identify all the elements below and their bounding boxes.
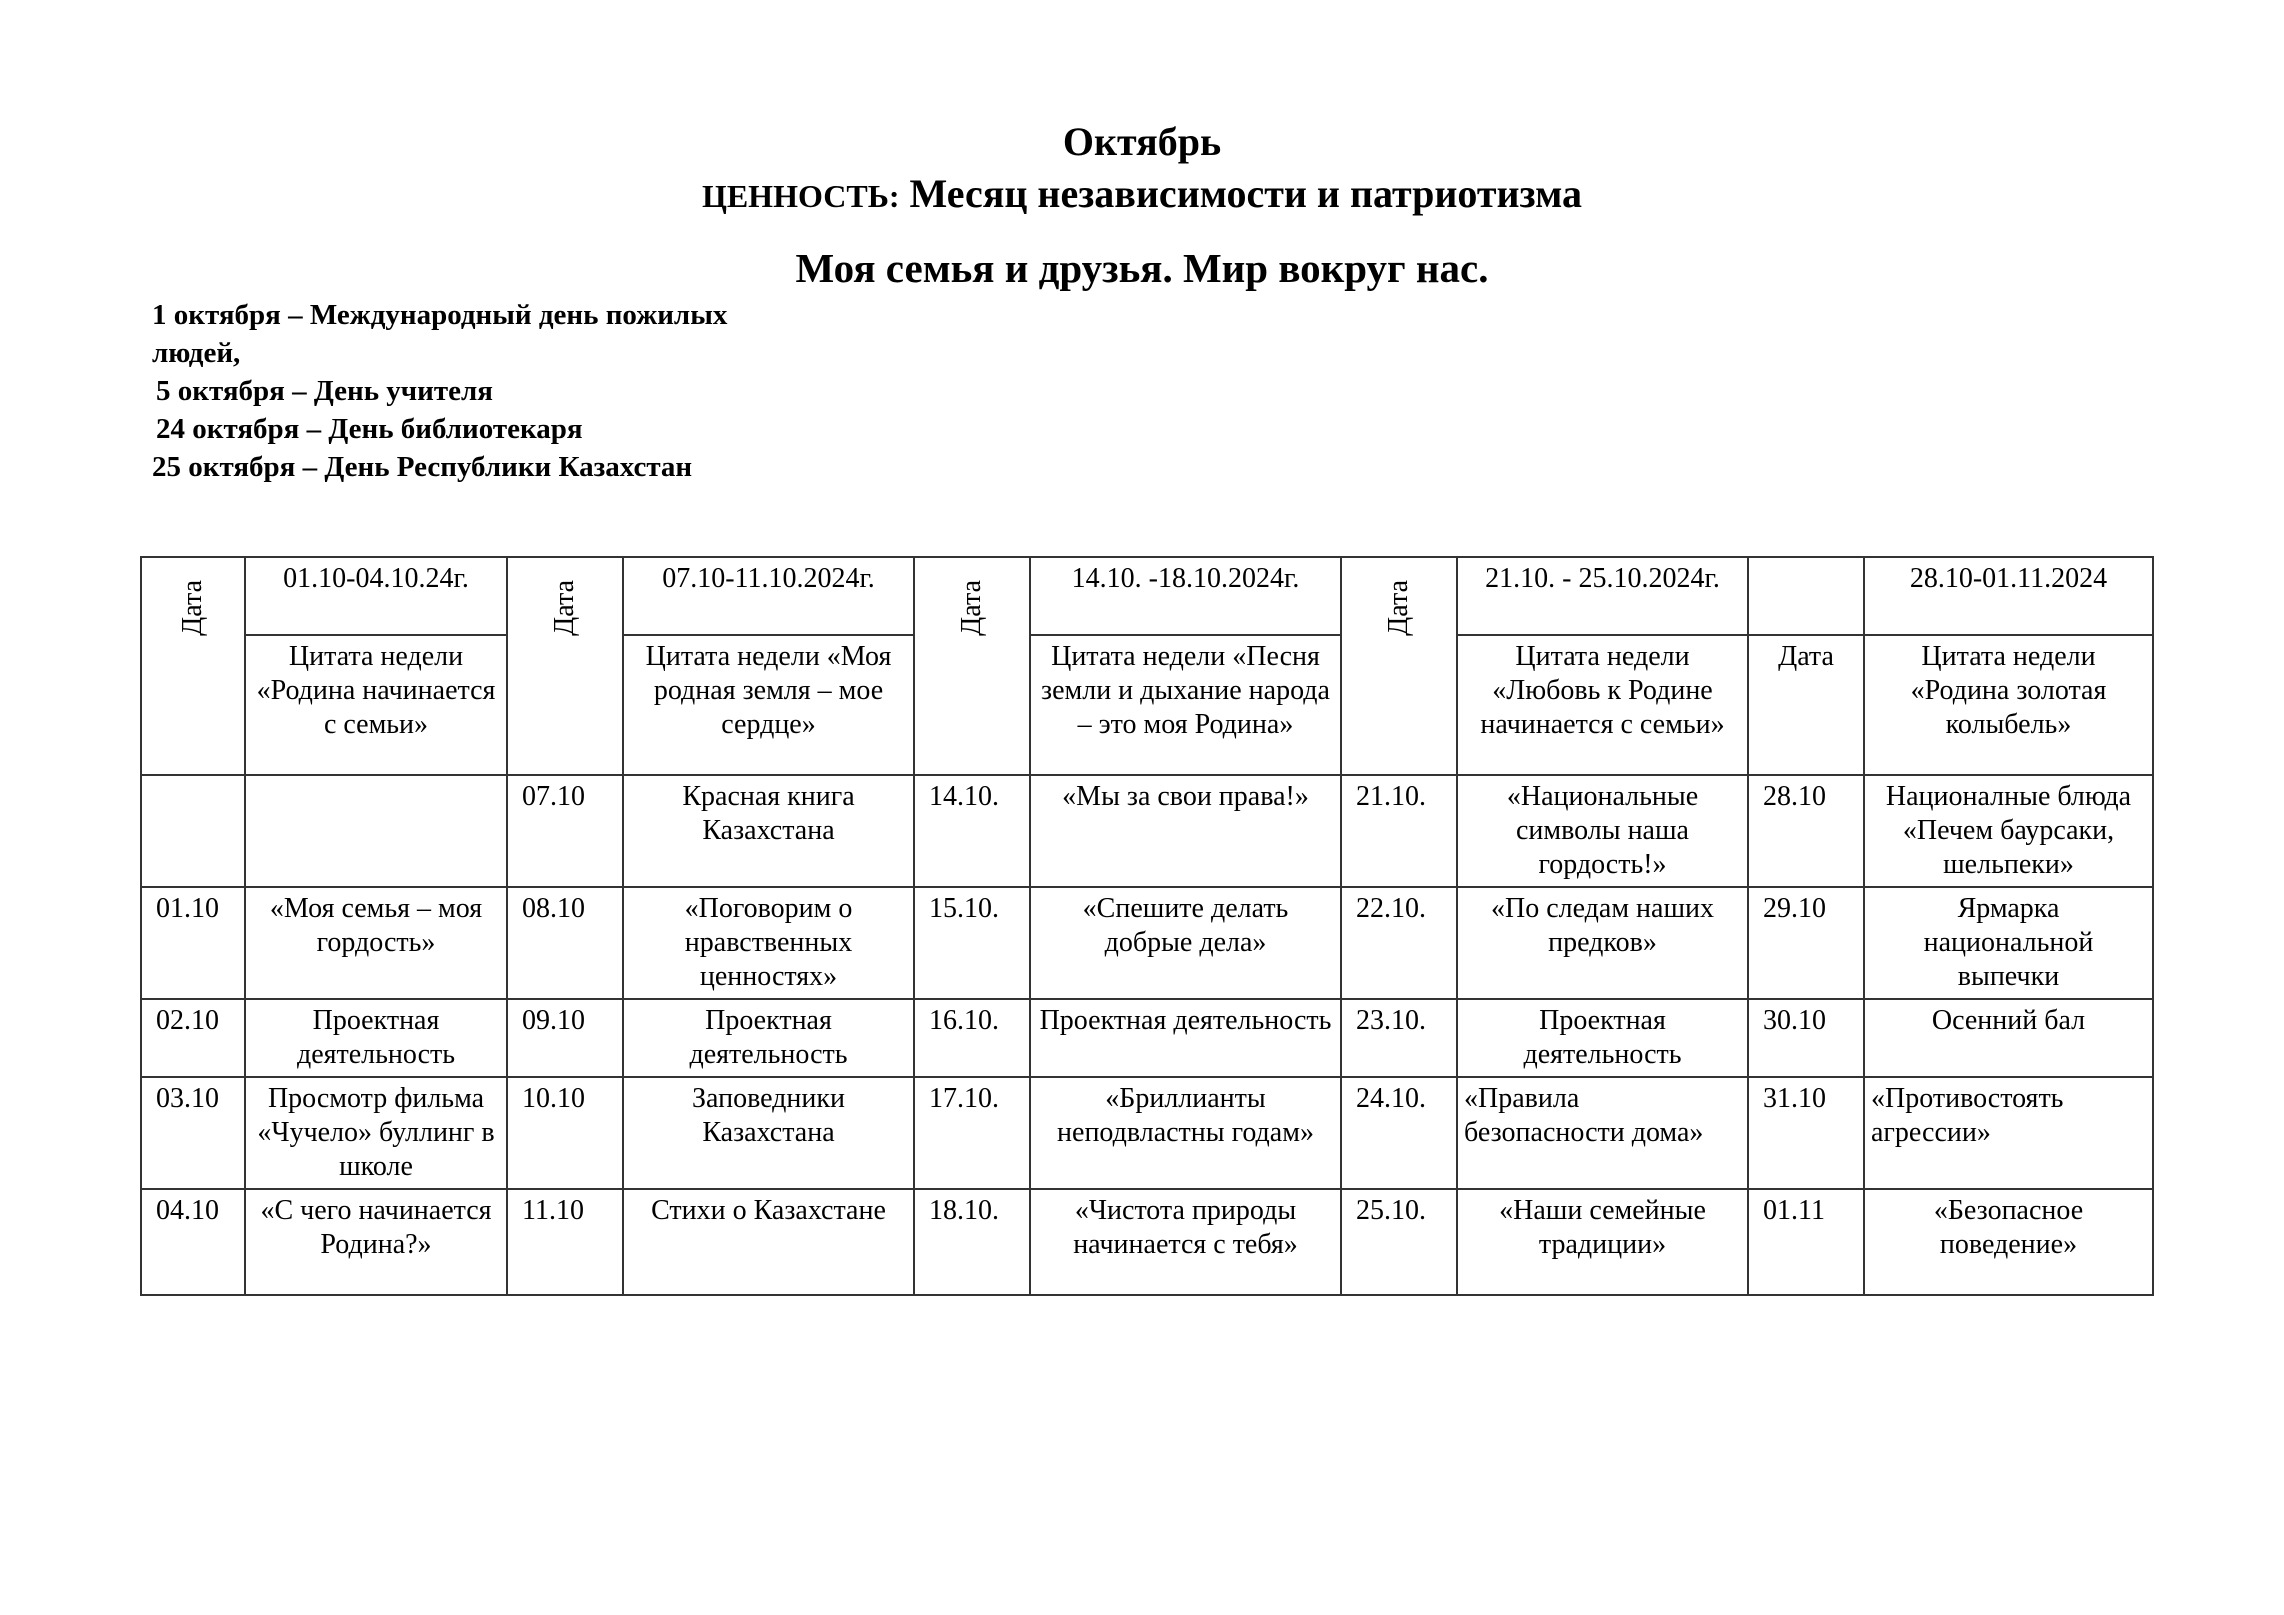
event-cell: Просмотр фильма «Чучело» буллинг в школе bbox=[245, 1077, 507, 1189]
table-row bbox=[141, 887, 2153, 999]
event-cell: «Правила безопасности дома» bbox=[1457, 1077, 1748, 1189]
event-cell: Проектная деятельность bbox=[245, 999, 507, 1077]
week-quote: Цитата недели «Родина золотая колыбель» bbox=[1864, 635, 2153, 775]
event-cell: «Чистота природы начинается с тебя» bbox=[1030, 1189, 1341, 1295]
event-cell: «Поговорим о нравственных ценностях» bbox=[623, 887, 914, 999]
week-quote: Цитата недели «Песня земли и дыхание народа – это моя Родина» bbox=[1030, 635, 1341, 775]
date-header: Дата bbox=[177, 580, 208, 636]
event-cell: «Национальные символы наша гордость!» bbox=[1457, 775, 1748, 887]
theme-title: Моя семья и друзья. Мир вокруг нас. bbox=[795, 245, 1489, 291]
date-header-cell bbox=[1341, 557, 1457, 775]
event-cell: «Наши семейные традиции» bbox=[1457, 1189, 1748, 1295]
date-header-cell bbox=[914, 557, 1030, 775]
holiday-line: 5 октября – День учителя bbox=[156, 375, 493, 407]
date-cell: 17.10. bbox=[914, 1077, 1030, 1189]
date-cell: 09.10 bbox=[507, 999, 623, 1077]
date-cell: 29.10 bbox=[1748, 887, 1864, 999]
table-row bbox=[141, 1077, 2153, 1189]
date-header: Дата bbox=[1383, 580, 1414, 636]
event-cell: Проектная деятельность bbox=[1030, 999, 1341, 1077]
event-cell: Националные блюда «Печем баурсаки, шельпеки» bbox=[1864, 775, 2153, 887]
event-cell: Проектная деятельность bbox=[623, 999, 914, 1077]
week-period: 14.10. -18.10.2024г. bbox=[1030, 557, 1341, 635]
date-cell: 31.10 bbox=[1748, 1077, 1864, 1189]
date-cell: 28.10 bbox=[1748, 775, 1864, 887]
date-cell: 01.10 bbox=[141, 887, 245, 999]
date-cell: 07.10 bbox=[507, 775, 623, 887]
value-title bbox=[0, 170, 2284, 217]
date-header: Дата bbox=[956, 580, 987, 636]
date-cell: 30.10 bbox=[1748, 999, 1864, 1077]
week-period: 01.10-04.10.24г. bbox=[245, 557, 507, 635]
event-cell: «Бриллианты неподвластны годам» bbox=[1030, 1077, 1341, 1189]
table-row bbox=[141, 775, 2153, 887]
date-header: Дата bbox=[1748, 635, 1864, 775]
event-cell: Заповедники Казахстана bbox=[623, 1077, 914, 1189]
event-cell: «Противостоять агрессии» bbox=[1864, 1077, 2153, 1189]
date-cell: 03.10 bbox=[141, 1077, 245, 1189]
event-cell: Красная книга Казахстана bbox=[623, 775, 914, 887]
date-header: Дата bbox=[549, 580, 580, 636]
date-cell: 01.11 bbox=[1748, 1189, 1864, 1295]
date-cell: 16.10. bbox=[914, 999, 1030, 1077]
date-cell: 10.10 bbox=[507, 1077, 623, 1189]
event-cell: «Безопасное поведение» bbox=[1864, 1189, 2153, 1295]
date-cell: 04.10 bbox=[141, 1189, 245, 1295]
date-cell: 24.10. bbox=[1341, 1077, 1457, 1189]
blank-cell bbox=[1748, 557, 1864, 635]
event-cell: «Спешите делать добрые дела» bbox=[1030, 887, 1341, 999]
week-quote: Цитата недели «Родина начинается с семьи» bbox=[245, 635, 507, 775]
value-colon: : bbox=[888, 178, 900, 214]
schedule-table bbox=[140, 556, 2154, 1296]
event-cell: Осенний бал bbox=[1864, 999, 2153, 1077]
date-header-cell bbox=[141, 557, 245, 775]
holiday-line: 1 октября – Международный день пожилых bbox=[152, 299, 728, 331]
date-cell: 08.10 bbox=[507, 887, 623, 999]
date-cell: 15.10. bbox=[914, 887, 1030, 999]
value-text: Месяц независимости и патриотизма bbox=[899, 171, 1583, 216]
quote-row bbox=[141, 635, 2153, 775]
date-header-cell bbox=[507, 557, 623, 775]
table-row bbox=[141, 999, 2153, 1077]
date-cell: 22.10. bbox=[1341, 887, 1457, 999]
week-period: 07.10-11.10.2024г. bbox=[623, 557, 914, 635]
event-cell: Стихи о Казахстане bbox=[623, 1189, 914, 1295]
event-cell: «Мы за свои права!» bbox=[1030, 775, 1341, 887]
table-row bbox=[141, 1189, 2153, 1295]
month-title: Октябрь bbox=[1062, 119, 1222, 164]
event-cell: «По следам наших предков» bbox=[1457, 887, 1748, 999]
date-cell: 23.10. bbox=[1341, 999, 1457, 1077]
week-quote: Цитата недели «Любовь к Родине начинается с семьи» bbox=[1457, 635, 1748, 775]
week-quote: Цитата недели «Моя родная земля – мое сердце» bbox=[623, 635, 914, 775]
event-cell: «Моя семья – моя гордость» bbox=[245, 887, 507, 999]
week-period: 28.10-01.11.2024 bbox=[1864, 557, 2153, 635]
date-cell: 18.10. bbox=[914, 1189, 1030, 1295]
event-cell: Проектная деятельность bbox=[1457, 999, 1748, 1077]
date-cell: 11.10 bbox=[507, 1189, 623, 1295]
period-row bbox=[141, 557, 2153, 635]
event-cell bbox=[245, 775, 507, 887]
date-cell: 25.10. bbox=[1341, 1189, 1457, 1295]
holiday-line: людей, bbox=[152, 337, 241, 369]
event-cell: «С чего начинается Родина?» bbox=[245, 1189, 507, 1295]
holiday-line: 25 октября – День Республики Казахстан bbox=[152, 451, 693, 483]
holiday-line: 24 октября – День библиотекаря bbox=[156, 413, 583, 445]
value-label: ЦЕННОСТЬ bbox=[701, 178, 889, 214]
date-cell: 14.10. bbox=[914, 775, 1030, 887]
event-cell: Ярмарка национальной выпечки bbox=[1864, 887, 2153, 999]
date-cell bbox=[141, 775, 245, 887]
holiday-list bbox=[152, 296, 852, 486]
week-period: 21.10. - 25.10.2024г. bbox=[1457, 557, 1748, 635]
date-cell: 21.10. bbox=[1341, 775, 1457, 887]
date-cell: 02.10 bbox=[141, 999, 245, 1077]
